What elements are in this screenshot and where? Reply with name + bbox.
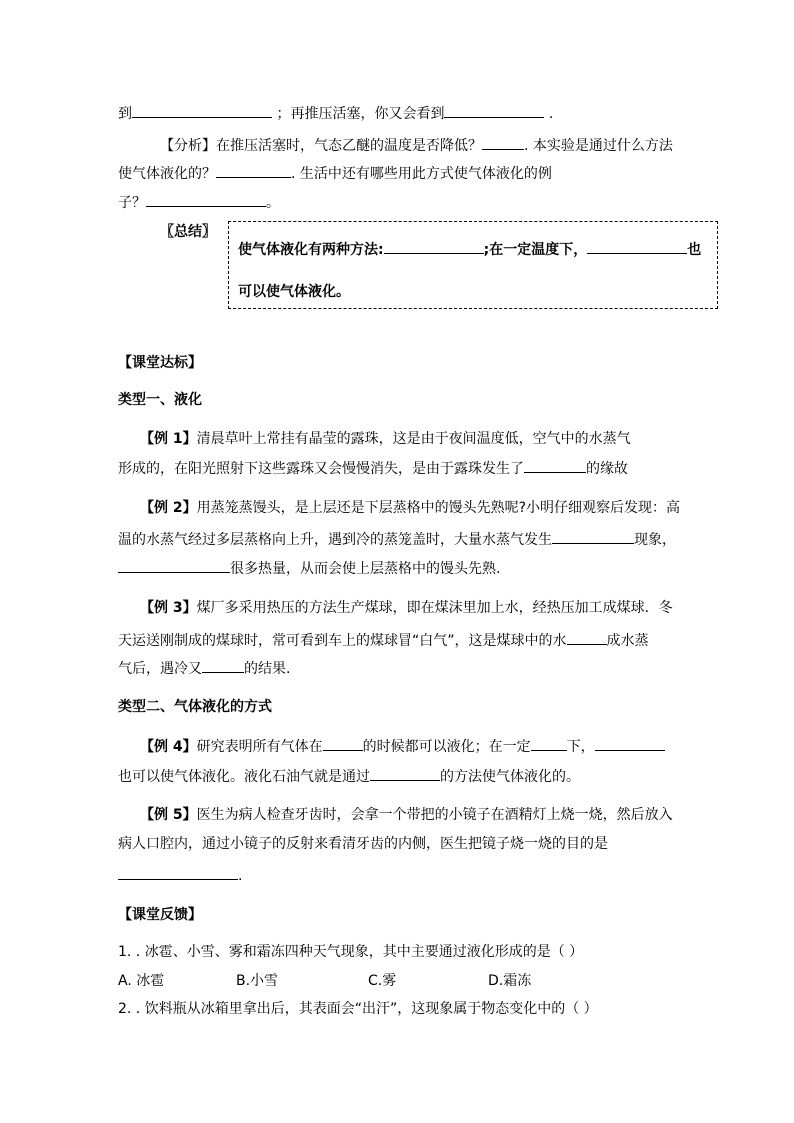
section-title: 【课堂反馈】 xyxy=(118,907,202,923)
example-5-line-3 xyxy=(118,865,242,886)
analysis-text: . 本实验是通过什么方法 xyxy=(524,138,673,154)
example-text: 研究表明所有气体在 xyxy=(196,739,323,755)
example-text: 形成的，在阳光照射下这些露珠又会慢慢消失，是由于露珠发生了 xyxy=(118,461,524,477)
example-label: 【例 1】 xyxy=(140,431,197,447)
example-text: 的时候都可以液化；在一定 xyxy=(362,739,531,755)
option-a[interactable]: A. 冰雹 xyxy=(118,973,165,989)
example-4-line-2 xyxy=(118,766,580,787)
summary-line-1 xyxy=(238,239,701,260)
summary-text: ;在一定温度下， xyxy=(483,242,588,258)
summary-text: 也 xyxy=(687,242,702,258)
intro-line-1 xyxy=(118,103,553,124)
example-text: 气后，遇冷又 xyxy=(118,661,202,677)
example-text: 天运送刚制成的煤球时，常可看到车上的煤球冒“白气”，这是煤球中的水 xyxy=(118,633,567,649)
example-3-line-2 xyxy=(118,630,649,651)
example-text: 的缘故 xyxy=(586,461,628,477)
answer-blank[interactable] xyxy=(531,736,567,751)
example-2-line-1 xyxy=(140,498,680,518)
summary-line-2: 可以使气体液化。 xyxy=(238,284,350,300)
intro-text: . xyxy=(548,106,554,122)
intro-line-4 xyxy=(118,192,280,213)
answer-blank[interactable] xyxy=(146,192,266,207)
answer-blank[interactable] xyxy=(132,103,272,118)
example-4-line-1 xyxy=(140,736,665,757)
example-5-line-2: 病人口腔内，通过小镜子的反射来看清牙齿的内侧，医生把镜子烧一烧的目的是 xyxy=(118,836,608,852)
option-c[interactable]: C.雾 xyxy=(368,973,397,989)
example-1-line-1 xyxy=(140,429,631,449)
intro-text: 子？ xyxy=(118,195,146,211)
analysis-line xyxy=(160,135,673,156)
type-title: 类型一、液化 xyxy=(118,392,202,408)
answer-blank[interactable] xyxy=(524,458,586,473)
analysis-label: 【分析】 xyxy=(160,138,216,154)
example-text: 的结果. xyxy=(244,661,291,677)
example-3-line-1 xyxy=(140,598,673,618)
intro-text: 使气体液化的？ xyxy=(118,166,216,182)
example-label: 【例 4】 xyxy=(140,739,197,755)
example-text: 温的水蒸气经过多层蒸格向上升，遇到冷的蒸笼盖时，大量水蒸气发生 xyxy=(118,532,552,548)
answer-blank[interactable] xyxy=(202,658,244,673)
analysis-text: 在推压活塞时，气态乙醚的温度是否降低？ xyxy=(216,138,482,154)
intro-text: 。 xyxy=(266,195,280,211)
section-title: 【课堂达标】 xyxy=(118,355,202,371)
example-2-line-3 xyxy=(118,558,500,579)
answer-blank[interactable] xyxy=(370,766,440,781)
intro-line-3 xyxy=(118,163,552,184)
summary-text: 使气体液化有两种方法: xyxy=(238,242,384,258)
example-text: 煤厂多采用热压的方法生产煤球，即在煤沫里加上水，经热压加工成煤球．冬 xyxy=(196,600,673,616)
example-text: 也可以使气体液化。液化石油气就是通过 xyxy=(118,769,370,785)
example-text: 清晨草叶上常挂有晶莹的露珠，这是由于夜间温度低，空气中的水蒸气 xyxy=(196,431,631,447)
answer-blank[interactable] xyxy=(216,163,291,178)
example-text: 用蒸笼蒸馒头，是上层还是下层蒸格中的馒头先熟呢?小明仔细观察后发现：高 xyxy=(196,500,681,516)
answer-blank[interactable] xyxy=(482,135,524,150)
example-label: 【例 3】 xyxy=(140,600,197,616)
answer-blank[interactable] xyxy=(323,736,363,751)
answer-blank[interactable] xyxy=(118,558,230,573)
question-2: 2. . 饮料瓶从冰箱里拿出后，其表面会“出汗”，这现象属于物态变化中的（ ） xyxy=(118,1001,598,1017)
example-5-line-1 xyxy=(140,805,673,825)
answer-blank[interactable] xyxy=(384,239,484,254)
intro-text: ；再推压活塞，你又会看到 xyxy=(276,106,445,122)
example-1-line-2 xyxy=(118,458,628,479)
answer-blank[interactable] xyxy=(444,103,544,118)
example-label: 【例 5】 xyxy=(140,807,197,823)
type-title: 类型二、气体液化的方式 xyxy=(118,699,272,715)
example-2-line-2 xyxy=(118,529,676,550)
example-label: 【例 2】 xyxy=(140,500,197,516)
example-text: 成水蒸 xyxy=(606,633,649,649)
answer-blank[interactable] xyxy=(587,239,687,254)
example-text: 医生为病人检查牙齿时，会拿一个带把的小镜子在酒精灯上烧一烧，然后放入 xyxy=(196,807,673,823)
example-3-line-3 xyxy=(118,658,290,679)
answer-blank[interactable] xyxy=(595,736,665,751)
answer-blank[interactable] xyxy=(118,865,238,880)
answer-blank[interactable] xyxy=(552,529,634,544)
summary-label: 〖总结〗 xyxy=(160,224,216,240)
intro-text: . 生活中还有哪些用此方式使气体液化的例 xyxy=(291,166,552,182)
option-d[interactable]: D.霜冻 xyxy=(488,973,532,989)
example-text: 的方法使气体液化的。 xyxy=(440,769,580,785)
example-text: 下， xyxy=(566,739,595,755)
answer-blank[interactable] xyxy=(567,630,607,645)
example-text: 现象， xyxy=(634,532,676,548)
example-text: . xyxy=(238,868,243,884)
question-1-options xyxy=(118,971,531,991)
example-text: 很多热量，从而会使上层蒸格中的馒头先熟. xyxy=(230,561,501,577)
question-1: 1. . 冰雹、小雪、雾和霜冻四种天气现象，其中主要通过液化形成的是（ ） xyxy=(118,944,584,960)
option-b[interactable]: B.小雪 xyxy=(236,973,279,989)
intro-text: 到 xyxy=(118,106,132,122)
